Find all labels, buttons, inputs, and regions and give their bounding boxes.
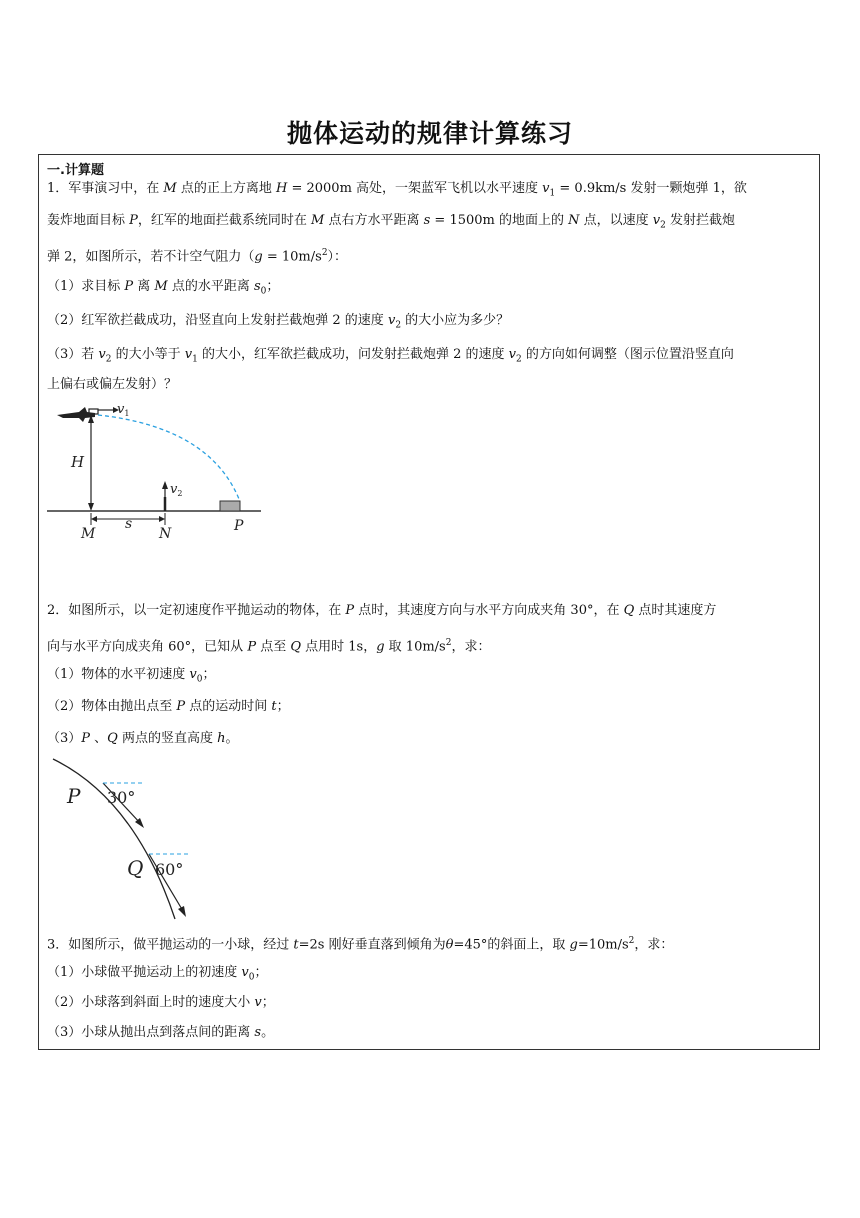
- q1-line-1: 1．军事演习中，在 M 点的正上方离地 H = 2000m 高处，一架蓝军飞机以水平速度 $v_1 = 0.9km/s$ 发射一颗炮弹 1，欲: [47, 181, 747, 199]
- label-N: N: [159, 526, 172, 542]
- label-v1: $v_1$: [117, 402, 130, 418]
- q3-sub-3: （3）小球从抛出点到落点间的距离 s。: [47, 1025, 275, 1040]
- question-box: [38, 154, 820, 1050]
- label-Q: Q: [127, 856, 144, 880]
- label-H: H: [71, 453, 85, 471]
- q2-sub-3: （3）P 、Q 两点的竖直高度 h。: [47, 731, 239, 746]
- q2-sub-1: （1）物体的水平初速度 $v_0$；: [47, 667, 216, 685]
- q1-line-3: 弹 2，如图所示，若不计空气阻力$(g = 10m/s^2)$：: [47, 248, 348, 265]
- q2-line-2: 向与水平方向成夹角 60°，已知从 P 点至 Q 点用时 1s，g 取 $10m/s^2$，求：: [47, 638, 491, 655]
- q1-sub-1: （1）求目标 P 离 M 点的水平距离 $s_0$；: [47, 279, 280, 297]
- label-60deg: 60°: [155, 860, 184, 879]
- q1-line-2: 轰炸地面目标 P，红军的地面拦截系统同时在 M 点右方水平距离 s = 1500m 的地面上的 N 点，以速度 $v_2$ 发射拦截炮: [47, 213, 735, 231]
- label-30deg: 30°: [107, 788, 136, 807]
- q1-sub-3: （3）若 $v_2$ 的大小等于 $v_1$ 的大小，红军欲拦截成功，问发射拦截炮弹 2 的速度 $v_2$ 的方向如何调整（图示位置沿竖直向: [47, 347, 734, 365]
- trajectory-curve: [98, 415, 239, 499]
- q3-sub-1: （1）小球做平抛运动上的初速度 $v_0$；: [47, 965, 268, 983]
- q-velocity-arrow-head: [178, 906, 186, 917]
- q3-sub-2: （2）小球落到斜面上时的速度大小 v；: [47, 995, 275, 1010]
- q2-sub-2: （2）物体由抛出点至 P 点的运动时间 t；: [47, 699, 290, 714]
- label-M: M: [81, 526, 96, 542]
- v2-arrow-head: [162, 481, 168, 489]
- page-title: 抛体运动的规律计算练习: [286, 119, 573, 148]
- label-P-2: P: [67, 784, 81, 808]
- label-s: s: [125, 516, 133, 532]
- label-v2: $v_2$: [170, 482, 183, 498]
- section-heading: 一.计算题: [47, 163, 104, 178]
- figure-2-velocity-angles: [45, 759, 235, 925]
- q3-line-1: 3．如图所示，做平抛运动的一小球，经过 t=2s 刚好垂直落到倾角为θ=45°的斜面上，取 $g=10m/s^2$，求：: [47, 936, 674, 953]
- figure-1-projectile-intercept: [39, 401, 299, 551]
- label-P: P: [234, 518, 244, 534]
- q2-line-1: 2．如图所示，以一定初速度作平抛运动的物体，在 P 点时，其速度方向与水平方向成夹角 30°，在 Q 点时其速度方: [47, 603, 717, 618]
- q1-sub-3-cont: 上偏右或偏左发射）？: [47, 377, 178, 392]
- q1-sub-2: （2）红军欲拦截成功，沿竖直向上发射拦截炮弹 2 的速度 $v_2$ 的大小应为多少？: [47, 313, 510, 331]
- target-P: [220, 501, 240, 511]
